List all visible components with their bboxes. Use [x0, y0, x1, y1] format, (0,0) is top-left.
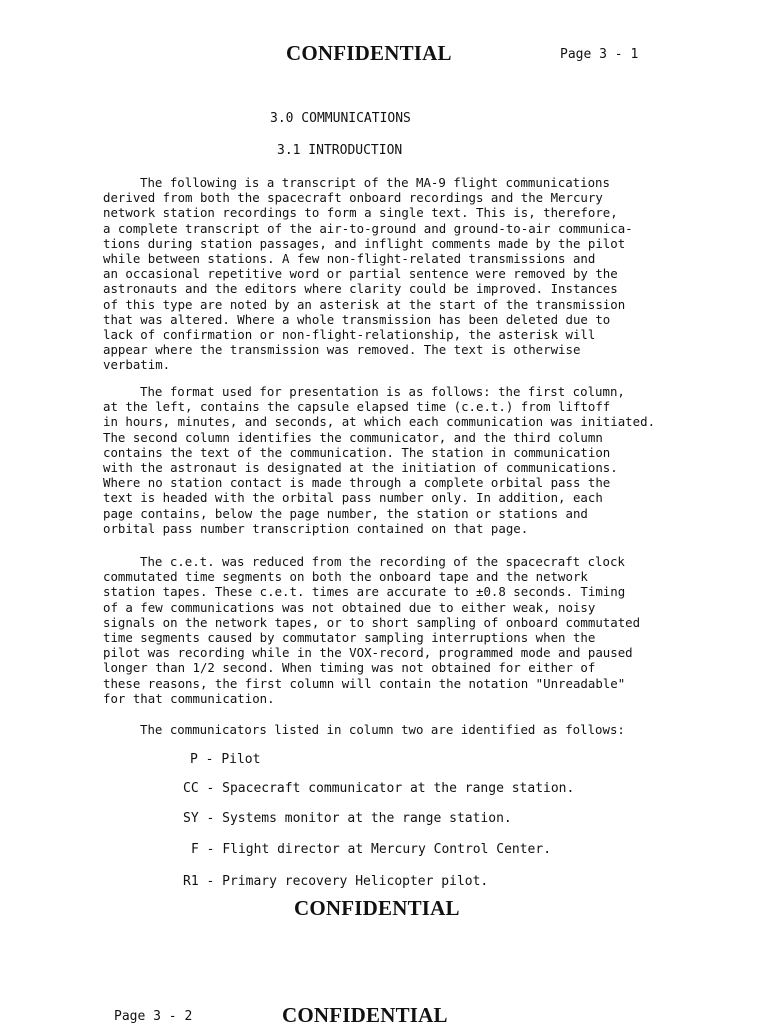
paragraph-line: an occasional repetitive word or partial sentence were removed by the: [103, 266, 618, 282]
section-title: 3.0 COMMUNICATIONS: [270, 111, 411, 126]
paragraph-communicators-intro: [103, 722, 678, 737]
paragraph-line: a complete transcript of the air-to-ground and ground-to-air communica-: [103, 220, 633, 236]
paragraph-line: at the left, contains the capsule elapsed time (c.e.t.) from liftoff: [103, 399, 611, 415]
paragraph-line: Where no station contact is made through a complete orbital pass the: [103, 475, 611, 491]
paragraph-line: signals on the network tapes, or to short sampling of onboard commutated: [103, 614, 641, 630]
communicator-item-sy: SY - Systems monitor at the range station.: [183, 811, 512, 826]
communicator-desc: Systems monitor at the range station.: [222, 811, 512, 826]
paragraph-line: The second column identifies the communicator, and the third column: [103, 429, 603, 445]
paragraph-line: The format used for presentation is as follows: the first column,: [140, 384, 625, 399]
header-confidential-stamp: CONFIDENTIAL: [286, 41, 452, 65]
paragraph-line: The following is a transcript of the MA-9 flight communications: [140, 175, 610, 190]
paragraph-line: lack of confirmation or non-flight-relationship, the asterisk will: [103, 326, 596, 342]
communicator-item-pilot: P - Pilot: [190, 752, 261, 767]
communicator-code: R1: [183, 874, 199, 889]
paragraph-line: contains the text of the communication. The station in communication: [103, 444, 611, 460]
communicator-item-r1: R1 - Primary recovery Helicopter pilot.: [183, 874, 489, 889]
paragraph-line: station tapes. These c.e.t. times are accurate to ±0.8 seconds. Timing: [103, 584, 626, 600]
paragraph-line: with the astronaut is designated at the initiation of communications.: [103, 459, 618, 475]
paragraph-line: orbital pass number transcription contained on that page.: [103, 520, 529, 536]
page-number: Page 3 - 1: [560, 47, 639, 62]
paragraph-line: of a few communications was not obtained due to either weak, noisy: [103, 599, 596, 615]
paragraph-line: of this type are noted by an asterisk at the start of the transmission: [103, 296, 626, 312]
section-subtitle: 3.1 INTRODUCTION: [277, 143, 403, 158]
communicator-desc: Primary recovery Helicopter pilot.: [222, 874, 489, 889]
next-page-confidential-stamp: CONFIDENTIAL: [282, 1003, 448, 1027]
paragraph-intro: [103, 175, 678, 372]
paragraph-line: appear where the transmission was removed. The text is otherwise: [103, 342, 581, 358]
paragraph-line: The communicators listed in column two are identified as follows:: [140, 722, 625, 737]
footer-confidential-stamp: CONFIDENTIAL: [294, 896, 460, 920]
paragraph-line: text is headed with the orbital pass number only. In addition, each: [103, 490, 603, 506]
paragraph-line: these reasons, the first column will contain the notation "Unreadable": [103, 675, 626, 691]
communicator-desc: Flight director at Mercury Control Center.: [222, 842, 552, 857]
paragraph-line: tions during station passages, and inflight comments made by the pilot: [103, 235, 626, 251]
communicator-desc: Spacecraft communicator at the range station.: [222, 781, 575, 796]
communicator-item-cc: CC - Spacecraft communicator at the range station.: [183, 781, 575, 796]
communicator-code: SY: [183, 811, 199, 826]
paragraph-line: pilot was recording while in the VOX-record, programmed mode and paused: [103, 645, 633, 661]
communicator-code: P: [190, 752, 198, 767]
next-page-number: Page 3 - 2: [114, 1009, 193, 1024]
paragraph-line: astronauts and the editors where clarity could be improved. Instances: [103, 281, 618, 297]
paragraph-line: derived from both the spacecraft onboard recordings and the Mercury: [103, 190, 603, 206]
communicator-desc: Pilot: [221, 752, 261, 767]
paragraph-line: The c.e.t. was reduced from the recording of the spacecraft clock: [140, 554, 625, 569]
paragraph-line: network station recordings to form a single text. This is, therefore,: [103, 205, 618, 221]
communicator-item-f: F - Flight director at Mercury Control Center.: [191, 842, 552, 857]
paragraph-line: commutated time segments on both the onboard tape and the network: [103, 569, 588, 585]
paragraph-format: [103, 384, 678, 536]
communicator-code: F: [191, 842, 199, 857]
paragraph-line: while between stations. A few non-flight-related transmissions and: [103, 250, 596, 266]
paragraph-line: that was altered. Where a whole transmission has been deleted due to: [103, 311, 611, 327]
paragraph-line: in hours, minutes, and seconds, at which each communication was initiated.: [103, 414, 656, 430]
paragraph-line: page contains, below the page number, the station or stations and: [103, 505, 588, 521]
paragraph-line: time segments caused by commutator sampling interruptions when the: [103, 629, 596, 645]
paragraph-cet: [103, 554, 678, 706]
paragraph-line: verbatim.: [103, 357, 171, 373]
paragraph-line: longer than 1/2 second. When timing was not obtained for either of: [103, 660, 596, 676]
communicator-code: CC: [183, 781, 199, 796]
paragraph-line: for that communication.: [103, 690, 275, 706]
